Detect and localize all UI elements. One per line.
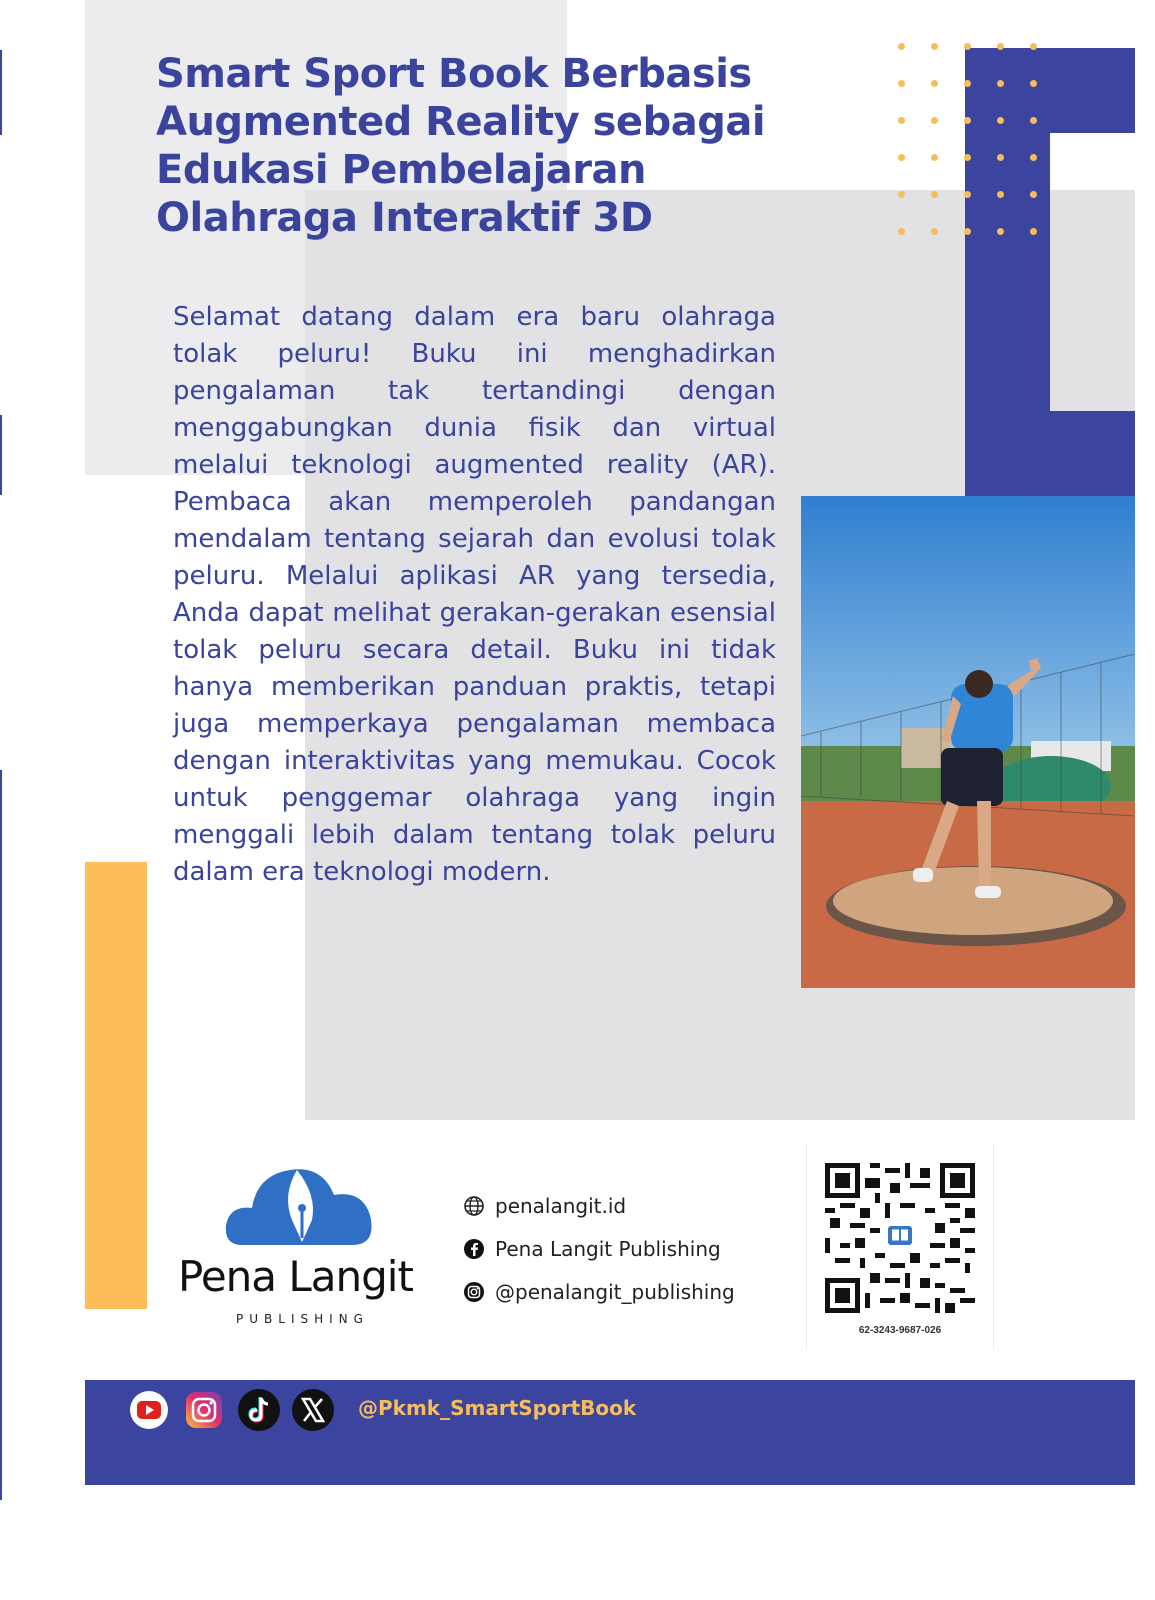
- instagram-icon: [462, 1280, 486, 1304]
- social-handle[interactable]: @Pkmk_SmartSportBook: [358, 1396, 637, 1420]
- facebook-icon: [462, 1237, 486, 1261]
- contact-instagram[interactable]: [462, 1278, 735, 1306]
- contact-instagram-text: @penalangit_publishing: [495, 1280, 735, 1304]
- gray-notch: [1050, 190, 1135, 411]
- globe-icon: [462, 1194, 486, 1218]
- contact-website[interactable]: [462, 1192, 626, 1220]
- dot-grid-decoration: [898, 43, 1033, 233]
- publisher-logo: [172, 1150, 442, 1325]
- contact-facebook-text: Pena Langit Publishing: [495, 1237, 721, 1261]
- shot-put-athlete-photo: [801, 496, 1135, 988]
- instagram-icon[interactable]: [182, 1388, 226, 1432]
- edge-stripe: [0, 50, 2, 135]
- x-icon[interactable]: [291, 1388, 335, 1432]
- qr-code[interactable]: [825, 1163, 975, 1313]
- contact-facebook[interactable]: [462, 1235, 721, 1263]
- page-title: Smart Sport Book Berbasis Augmented Reality sebagai Edukasi Pembelajaran Olahraga Interaktif 3D: [156, 51, 766, 241]
- youtube-icon[interactable]: [127, 1388, 171, 1432]
- publisher-name: Pena Langit: [178, 1252, 413, 1301]
- edge-stripe: [0, 770, 2, 1500]
- contact-website-text: penalangit.id: [495, 1194, 627, 1218]
- qr-code-card: [806, 1145, 994, 1350]
- publisher-subtitle: PUBLISHING: [236, 1312, 369, 1326]
- tiktok-icon[interactable]: [237, 1388, 281, 1432]
- qr-caption: 62-3243-9687-026: [858, 1325, 942, 1336]
- description-text: Selamat datang dalam era baru olahraga tolak peluru! Buku ini menghadirkan pengalaman tak tertandingi dengan menggabungkan dunia fisik dan virtual melalui teknologi augmented reality (AR). Pembaca akan memperoleh pandangan mendalam tentang sejarah dan evolusi tolak peluru. Melalui aplikasi AR yang tersedia, Anda dapat melihat gerakan-gerakan esensial tolak peluru secara detail. Buku ini tidak hanya memberikan panduan praktis, tetapi juga memperkaya pengalaman membaca dengan interaktivitas yang memukau. Cocok untuk penggemar olahraga yang ingin menggali lebih dalam tentang tolak peluru dalam era teknologi modern.: [173, 302, 776, 887]
- cloud-pen-icon: [222, 1150, 382, 1250]
- yellow-accent-bar: [85, 862, 147, 1309]
- footer-bar: [85, 1380, 1135, 1485]
- edge-stripe: [0, 415, 2, 495]
